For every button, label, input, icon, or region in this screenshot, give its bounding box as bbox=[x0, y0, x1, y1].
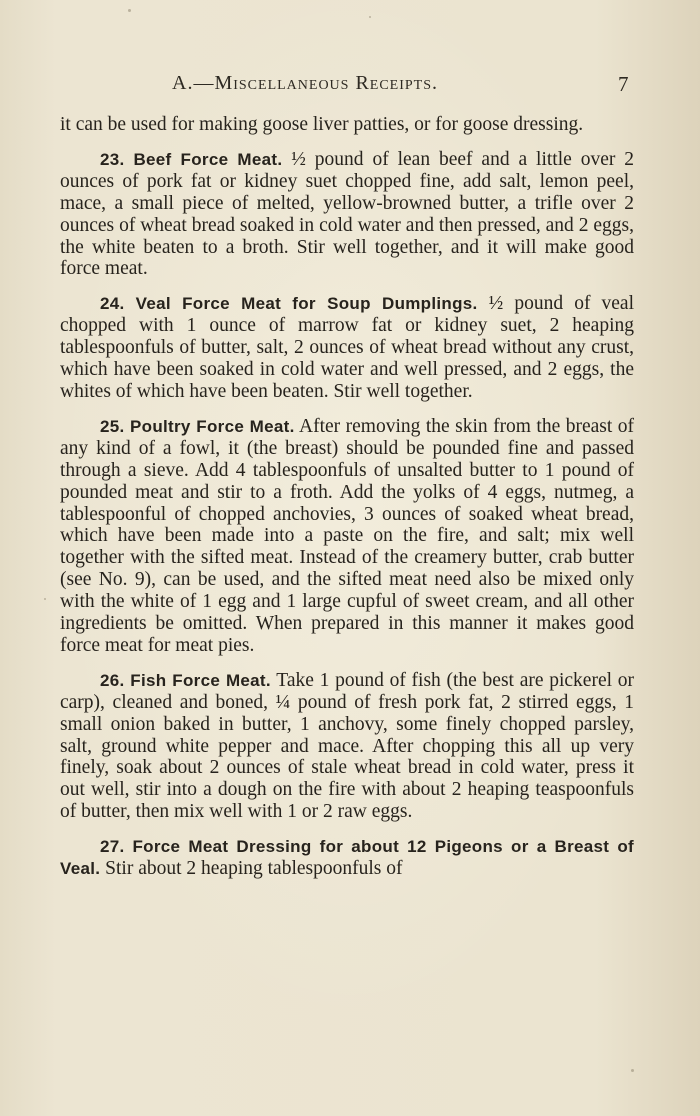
recipe-number: 25. bbox=[100, 416, 125, 436]
recipe-title: Poultry Force Meat. bbox=[130, 416, 295, 436]
recipe-text: Stir about 2 heaping tablespoonfuls of bbox=[105, 858, 403, 880]
recipe-paragraph bbox=[60, 416, 634, 657]
recipe-title: Fish Force Meat. bbox=[130, 670, 271, 690]
recipe-number: 27. bbox=[100, 837, 125, 857]
recipe-title: Force Meat Dressing for about 12 Pigeons or a Breast of Veal. bbox=[60, 837, 634, 879]
recipe-text: Take 1 pound of fish (the best are pickerel or carp), cleaned and boned, ¼ pound of fresh pork fat, 2 stirred eggs, 1 small onion baked in butter, 1 anchovy, some finely chopped parsley, salt, ground white pepper and mace. After chopping this all up very finely, soak about 2 ounces of stale wheat bread in cold water, press it out well, stir into a dough on the fire with about 2 heaping teaspoonfuls of butter, then mix well with 1 or 2 raw eggs. bbox=[60, 669, 634, 823]
recipe-paragraph bbox=[60, 293, 634, 403]
paper-speck bbox=[369, 16, 371, 18]
page-number: 7 bbox=[618, 72, 629, 96]
recipe-number: 26. bbox=[100, 670, 125, 690]
recipe-paragraph bbox=[60, 149, 634, 280]
running-head bbox=[0, 72, 700, 100]
paper-speck bbox=[631, 1069, 634, 1072]
running-title: A.—Miscellaneous Receipts. bbox=[172, 72, 439, 94]
paper-speck bbox=[44, 598, 46, 600]
continuation-paragraph: it can be used for making goose liver patties, or for goose dressing. bbox=[60, 114, 584, 135]
recipe-text: ½ pound of veal chopped with 1 ounce of marrow fat or kidney suet, 2 heaping tablespoonfuls of butter, salt, 2 ounces of wheat bread without any crust, which have been soaked in cold water and well pressed, and 2 eggs, the whites of which have been beaten. Stir well together. bbox=[60, 293, 635, 402]
recipe-number: 24. bbox=[100, 294, 125, 314]
paper-speck bbox=[128, 9, 131, 12]
recipe-text: ½ pound of lean beef and a little over 2 ounces of pork fat or kidney suet chopped fine, add salt, lemon peel, mace, a small piece of melted, yellow-browned butter, a trifle over 2 ounces of wheat bread soaked in cold water and then pressed, and 2 eggs, the white beaten to a broth. Stir well together, and it will make good force meat. bbox=[60, 148, 635, 280]
recipe-number: 23. bbox=[100, 149, 125, 169]
recipe-text: After removing the skin from the breast of any kind of a fowl, it (the breast) should be pounded fine and passed through a sieve. Add 4 tablespoonfuls of unsalted butter to 1 pound of pounded meat and stir to a froth. Add the yolks of 4 eggs, nutmeg, a tablespoonful of chopped anchovies, 3 ounces of soaked wheat bread, which have been made into a paste on the fire, and salt; mix well together with the sifted meat. Instead of the creamery butter, crab butter (see No. 9), can be used, and the sifted meat need also be mixed only with the white of 1 egg and 1 large cupful of sweet cream, and all other ingredients be omitted. When prepared in this manner it makes good force meat for meat pies. bbox=[60, 415, 634, 656]
body-text bbox=[60, 114, 634, 880]
recipe-title: Veal Force Meat for Soup Dumplings. bbox=[135, 294, 478, 314]
recipe-paragraph bbox=[60, 836, 634, 880]
recipe-paragraph bbox=[60, 670, 634, 823]
recipe-title: Beef Force Meat. bbox=[133, 149, 283, 169]
